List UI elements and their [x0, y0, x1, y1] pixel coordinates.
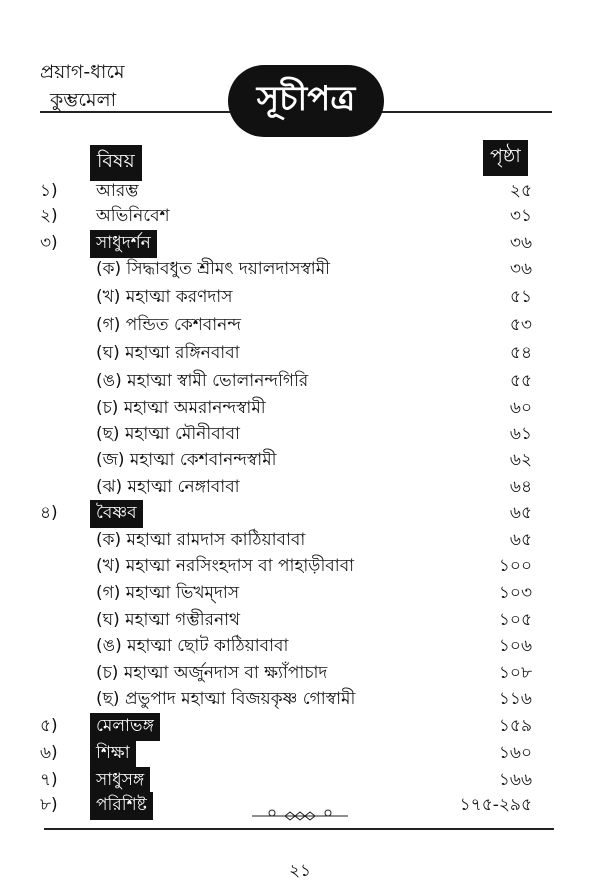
toc-entry	[0, 203, 600, 229]
toc-subentry	[0, 607, 600, 633]
toc-subentry	[0, 395, 600, 421]
entry-page: ৬৪	[509, 477, 532, 497]
entry-title: (গ) পন্ডিত কেশবানন্দ	[96, 315, 241, 335]
entry-title: (খ) মহাত্মা নরসিংহদাস বা পাহাড়ীবাবা	[96, 556, 355, 576]
toc-subentry	[0, 284, 600, 310]
entry-page: ৬৫	[509, 503, 532, 523]
entry-title: (ঘ) মহাত্মা রঙ্গিনবাবা	[96, 343, 240, 363]
entry-title: পরিশিষ্ট	[90, 792, 153, 820]
entry-title: মেলাভঙ্গ	[90, 713, 160, 741]
toc-subentry	[0, 474, 600, 500]
entry-title: (চ) মহাত্মা অমরানন্দস্বামী	[96, 398, 266, 418]
entry-page: ৫৪	[509, 343, 532, 363]
page-number: ২১	[288, 861, 312, 881]
entry-number: ২)	[40, 206, 58, 226]
entry-title: (ঘ) মহাত্মা গম্ভীরনাথ	[96, 610, 241, 630]
toc-entry	[0, 178, 600, 204]
entry-page: ১০৬	[498, 636, 532, 656]
entry-page: ১১৬	[498, 689, 532, 709]
toc-entry	[0, 500, 600, 526]
entry-title: সাধুদর্শন	[90, 230, 157, 258]
entry-page: ৬১	[509, 424, 532, 444]
toc-subentry	[0, 256, 600, 282]
entry-title: বৈষ্ণব	[90, 500, 143, 528]
entry-page: ৬২	[509, 450, 532, 470]
entry-title: (চ) মহাত্মা অর্জুনদাস বা ক্ষ্যাঁপাচাদ	[96, 663, 328, 683]
toc-subentry	[0, 340, 600, 366]
entry-number: ৭)	[40, 770, 58, 790]
toc-subentry	[0, 312, 600, 338]
entry-title: সাধুসঙ্গ	[90, 767, 150, 795]
entry-page: ২৫	[509, 181, 532, 201]
toc-subentry	[0, 368, 600, 394]
entry-title: (গ) মহাত্মা ভিখম্‌দাস	[96, 583, 240, 603]
toc-entry	[0, 713, 600, 739]
toc-subentry	[0, 553, 600, 579]
entry-page: ৬০	[509, 398, 532, 418]
toc-entry	[0, 230, 600, 256]
toc-entry	[0, 740, 600, 766]
entry-page: ১৬৬	[498, 770, 532, 790]
entry-title: আরম্ভ	[96, 181, 139, 201]
entry-title: (জ) মহাত্মা কেশবানন্দস্বামী	[96, 450, 277, 470]
book-title-line2: কুম্ভমেলা	[50, 89, 117, 111]
toc-subentry	[0, 580, 600, 606]
entry-page: ১০৫	[498, 610, 532, 630]
entry-title: অভিনিবেশ	[96, 206, 170, 226]
entry-page: ৩৬	[509, 259, 532, 279]
entry-page: ১৭৫-২৯৫	[459, 795, 532, 815]
entry-page: ৩১	[509, 206, 532, 226]
entry-number: ৩)	[40, 233, 58, 253]
entry-title: (ছ) মহাত্মা মৌনীবাবা	[96, 424, 240, 444]
toc-entry	[0, 767, 600, 793]
entry-page: ১৬০	[498, 743, 532, 763]
ornament-divider-icon	[250, 808, 350, 824]
footer-divider	[44, 828, 554, 830]
page-title: সূচীপত্র	[228, 65, 384, 137]
entry-title: (খ) মহাত্মা করণদাস	[96, 287, 233, 307]
toc-subentry	[0, 527, 600, 553]
entry-page: ১০৮	[498, 663, 532, 683]
entry-page: ৫৩	[509, 315, 532, 335]
column-header-page: পৃষ্ঠা	[483, 140, 528, 176]
entry-page: ৩৬	[509, 233, 532, 253]
entry-number: ১)	[40, 181, 58, 201]
entry-title: শিক্ষা	[90, 740, 136, 768]
column-header-subject: বিষয়	[90, 145, 142, 181]
entry-number: ৫)	[40, 716, 58, 736]
toc-subentry	[0, 447, 600, 473]
entry-page: ১০৩	[498, 583, 532, 603]
entry-number: ৪)	[40, 503, 58, 523]
toc-subentry	[0, 633, 600, 659]
toc-subentry	[0, 421, 600, 447]
entry-page: ৫৫	[509, 371, 532, 391]
entry-number: ৬)	[40, 743, 58, 763]
book-title-line1: প্রয়াগ-ধামে	[40, 61, 125, 83]
entry-title: (ক) মহাত্মা রামদাস কাঠিয়াবাবা	[96, 530, 306, 550]
toc-subentry	[0, 660, 600, 686]
entry-page: ১০০	[498, 556, 532, 576]
entry-title: (ঝ) মহাত্মা নেঙ্গাবাবা	[96, 477, 240, 497]
entry-page: ৬৫	[509, 530, 532, 550]
entry-number: ৮)	[40, 795, 58, 815]
entry-title: (ছ) প্রভুপাদ মহাত্মা বিজয়কৃষ্ণ গোস্বামী	[96, 689, 356, 709]
entry-title: (ক) সিদ্ধাবধুত শ্রীমৎ দয়ালদাসস্বামী	[96, 259, 331, 279]
entry-title: (ঙ) মহাত্মা ছোট কাঠিয়াবাবা	[96, 636, 289, 656]
entry-page: ১৫৯	[498, 716, 532, 736]
entry-page: ৫১	[509, 287, 532, 307]
entry-title: (ঙ) মহাত্মা স্বামী ভোলানন্দগিরি	[96, 371, 309, 391]
toc-subentry	[0, 686, 600, 712]
